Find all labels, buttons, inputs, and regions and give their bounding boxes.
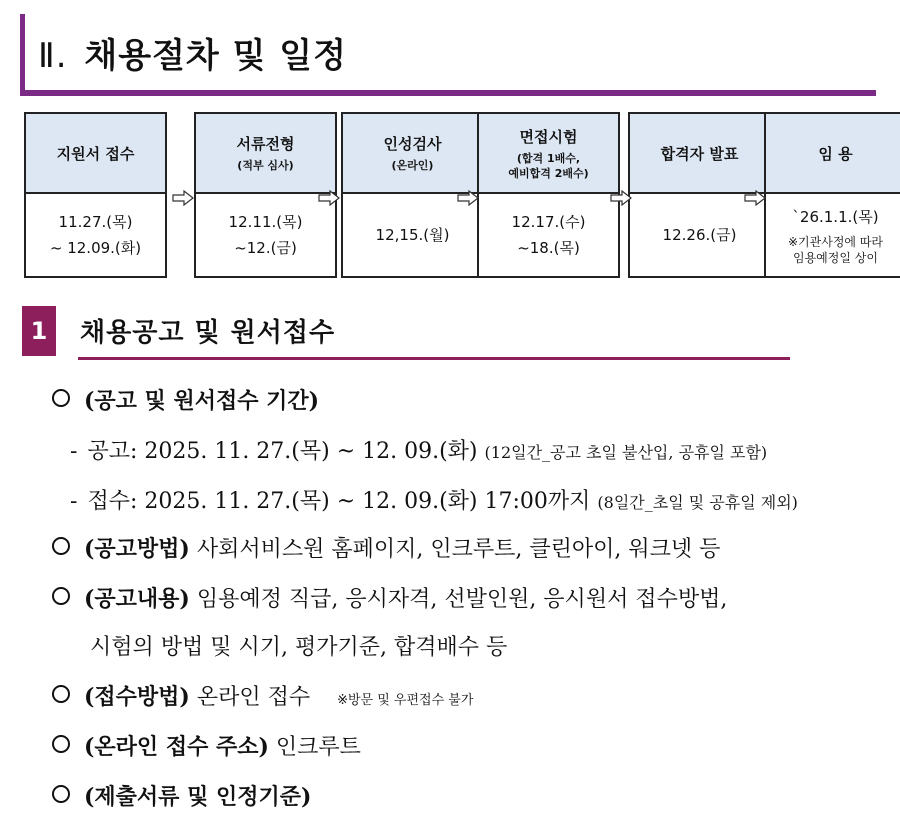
step-body	[479, 194, 618, 276]
arrow-right-icon	[318, 190, 340, 206]
circle-bullet-icon	[52, 785, 70, 803]
step-date: 12.11.(목)	[228, 213, 303, 231]
step-date: 12.17.(수)	[511, 213, 586, 231]
step-date: 11.27.(목)	[58, 213, 133, 231]
step-date: 12,15.(월)	[375, 226, 450, 244]
step-body	[26, 194, 165, 276]
step-header	[343, 114, 482, 194]
item-application-period: (공고 및 원서접수 기간)	[52, 384, 319, 415]
subsection-title: 채용공고 및 원서접수	[80, 318, 336, 348]
item-announcement-content-cont: 시험의 방법 및 시기, 평가기준, 합격배수 등	[90, 635, 508, 660]
step-box	[194, 112, 337, 278]
circle-bullet-icon	[52, 537, 70, 555]
step-box	[764, 112, 900, 278]
item-online-address: (온라인 접수 주소) 인크루트	[52, 730, 361, 761]
step-body	[630, 194, 769, 276]
arrow-right-icon	[172, 190, 194, 206]
step-date: ~ 12.09.(화)	[49, 239, 142, 257]
item-announcement-method: (공고방법) 사회서비스원 홈페이지, 인크루트, 클린아이, 워크넷 등	[52, 532, 720, 563]
receipt-note: (8일간_초일 및 공휴일 제외)	[597, 493, 798, 512]
step-subtitle: (온라인)	[391, 159, 434, 172]
step-title: 합격자 발표	[660, 144, 739, 163]
process-steps	[24, 112, 883, 284]
step-title: 서류전형	[236, 135, 295, 153]
arrow-right-icon	[744, 190, 766, 206]
circle-bullet-icon	[52, 389, 70, 407]
subsection-underline	[78, 357, 790, 360]
step-date: ~12.(금)	[234, 239, 297, 257]
step-body	[196, 194, 335, 276]
announcement-note: (12일간_공고 초일 불산입, 공휴일 포함)	[484, 443, 768, 462]
step-date: ~18.(목)	[517, 239, 580, 257]
step-subtitle: (적부 심사)	[237, 159, 294, 172]
title-left-bar	[20, 14, 25, 92]
step-date: `26.1.1.(목)	[792, 208, 879, 226]
step-note: ※기관사정에 따라 임용예정일 상이	[787, 235, 883, 265]
step-title: 면접시험	[519, 127, 578, 146]
section-roman-numeral: Ⅱ.	[38, 36, 68, 76]
circle-bullet-icon	[52, 587, 70, 605]
item-documents: (제출서류 및 인정기준)	[52, 780, 311, 811]
step-header	[479, 114, 618, 194]
step-header	[196, 114, 335, 194]
step-header	[630, 114, 769, 194]
subsection-number: 1	[22, 306, 56, 356]
step-title: 인성검사	[383, 135, 442, 153]
receipt-method-note: ※방문 및 우편접수 불가	[337, 693, 474, 708]
arrow-right-icon	[610, 190, 632, 206]
step-subtitle: (합격 1배수, 예비합격 2배수)	[508, 151, 589, 180]
title-underline	[20, 90, 876, 96]
step-box	[477, 112, 620, 278]
step-body	[343, 194, 482, 276]
circle-bullet-icon	[52, 685, 70, 703]
item-receipt-method: (접수방법) 온라인 접수 ※방문 및 우편접수 불가	[52, 680, 473, 711]
section-title-text: 채용절차 및 일정	[84, 36, 347, 76]
section-title	[38, 28, 347, 77]
step-date: 12.26.(금)	[662, 226, 737, 244]
step-title: 지원서 접수	[56, 144, 135, 163]
step-body	[766, 194, 900, 276]
item-receipt-period: - 접수: 2025. 11. 27.(목) ~ 12. 09.(화) 17:00까지 (8일간_초일 및 공휴일 제외)	[70, 489, 798, 514]
item-announcement-content: (공고내용) 임용예정 직급, 응시자격, 선발인원, 응시원서 접수방법,	[52, 582, 727, 613]
item-announcement-period: - 공고: 2025. 11. 27.(목) ~ 12. 09.(화) (12일간_공고 초일 불산입, 공휴일 포함)	[70, 439, 768, 464]
circle-bullet-icon	[52, 735, 70, 753]
section-title-block	[20, 14, 876, 92]
step-box	[24, 112, 167, 278]
arrow-right-icon	[457, 190, 479, 206]
step-header	[766, 114, 900, 194]
step-title: 임 용	[818, 144, 853, 163]
step-header	[26, 114, 165, 194]
